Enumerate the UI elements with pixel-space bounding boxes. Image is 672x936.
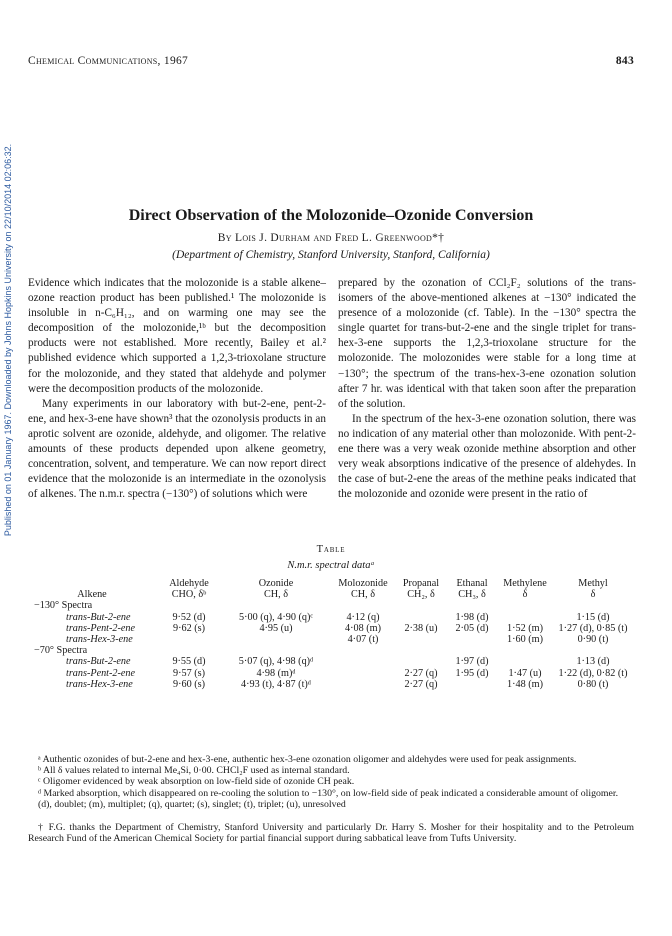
table-cell xyxy=(222,634,330,645)
alkene-cell: trans-But-2-ene xyxy=(66,611,131,623)
column-header: Ethanal xyxy=(456,578,488,589)
download-watermark-text: Published on 01 January 1967. Downloaded by Johns Hopkins University on 22/10/2014 02:06:32. xyxy=(3,143,13,537)
footnote: (d), doublet; (m), multiplet; (q), quartet; (s), singlet; (t), triplet; (u), unresolved xyxy=(38,798,346,810)
table-cell: 0·90 (t) xyxy=(577,634,609,646)
temperature-group-label: −130° Spectra xyxy=(34,600,93,612)
body-column-left xyxy=(28,276,326,502)
column-header xyxy=(28,578,156,589)
column-header: Methylene xyxy=(503,578,547,589)
table-cell: 4·95 (u) xyxy=(259,622,293,634)
temperature-group-label: −70° Spectra xyxy=(34,645,88,657)
table-group-row xyxy=(28,600,634,611)
body-paragraph: prepared by the ozonation of CCl₂F₂ solutions of the trans-isomers of the above-mentioned alkenes at −130° indicated the presence of a molozonide (cf. Table). In the −130° spectra the single quartet for trans-but-2-ene and the single triplet for trans-hex-3-ene supports the 1,2,3-trioxolane structure for the molozonide. The molozonides were stable for a long time at −130°; the spectrum of the trans-hex-3-ene ozonation solution after 7 hr. was identical with that taken soon after the preparation of the solution. xyxy=(338,277,636,410)
column-header: Molozonide xyxy=(338,578,388,589)
table-cell: 2·27 (q) xyxy=(404,667,438,679)
column-header: CH₂, δ xyxy=(407,589,435,601)
column-header: δ xyxy=(590,589,596,601)
alkene-cell: trans-But-2-ene xyxy=(66,656,131,668)
article-authors: By Lois J. Durham and Fred L. Greenwood*† xyxy=(217,232,445,244)
table-cell: 1·47 (u) xyxy=(508,667,542,679)
page-number: 843 xyxy=(615,55,634,67)
column-header: Methyl xyxy=(578,578,608,589)
table-cell: 4·08 (m) xyxy=(345,622,381,634)
table-cell: 9·55 (d) xyxy=(172,656,206,668)
column-header: CH₃, δ xyxy=(458,589,486,601)
table-cell xyxy=(156,634,222,645)
column-header: Ozonide xyxy=(258,578,294,589)
table-cell xyxy=(330,668,396,679)
table-footnotes xyxy=(28,754,634,810)
table-title: Table xyxy=(316,544,346,555)
table-cell: 1·15 (d) xyxy=(576,611,610,623)
alkene-cell: trans-Pent-2-ene xyxy=(66,667,136,679)
table-cell: 1·98 (d) xyxy=(455,611,489,623)
table-cell xyxy=(330,679,396,690)
table-row xyxy=(28,656,634,667)
running-header xyxy=(28,55,634,71)
table-cell: 4·98 (m)ᵈ xyxy=(256,667,296,679)
acknowledgement-footnote xyxy=(28,822,634,844)
column-header: δ xyxy=(522,589,528,601)
table-cell xyxy=(498,656,552,667)
alkene-cell: trans-Hex-3-ene xyxy=(66,678,133,690)
alkene-cell: trans-Pent-2-ene xyxy=(66,622,136,634)
column-header: CH, δ xyxy=(350,589,376,601)
table-cell: 2·38 (u) xyxy=(404,622,438,634)
table-cell: 5·07 (q), 4·98 (q)ᵈ xyxy=(238,656,314,668)
table-cell xyxy=(396,634,446,645)
body-paragraph: Evidence which indicates that the molozonide is a stable alkene–ozone reaction product has been published.¹ The molozonide is insoluble in n-C₆H₁₂, and on warming one may see the decomposition of the molozonide,¹ᵇ but the decomposition products were not established. More recently, Bailey et al.² published evidence which supported a 1,2,3-trioxolane structure for the molozonide, and they stated that aldehyde and polymer were the decomposition products of the molozonide. xyxy=(28,277,326,395)
journal-name: Chemical Communications, 1967 xyxy=(28,55,189,67)
table-row xyxy=(28,668,634,679)
table-cell xyxy=(446,634,498,645)
table-row xyxy=(28,634,634,645)
table-subtitle: N.m.r. spectral dataᵃ xyxy=(287,560,375,571)
table-cell: 9·60 (s) xyxy=(173,678,205,690)
table-cell: 2·05 (d) xyxy=(455,622,489,634)
table-cell: 1·27 (d), 0·85 (t) xyxy=(558,622,628,634)
table-cell: 4·07 (t) xyxy=(347,634,379,646)
article-affiliation: (Department of Chemistry, Stanford University, Stanford, California) xyxy=(172,249,490,261)
body-column-right xyxy=(338,276,636,502)
column-header: Aldehyde xyxy=(169,578,209,589)
table-cell: 5·00 (q), 4·90 (q)ᶜ xyxy=(239,611,313,623)
table-cell: 1·95 (d) xyxy=(455,667,489,679)
table-cell: 1·97 (d) xyxy=(455,656,489,668)
footnote: ᵃ Authentic ozonides of but-2-ene and hex-3-ene, authentic hex-3-ene ozonation oligomer and aldehydes were used for peak assignments. xyxy=(38,754,577,765)
table-row xyxy=(28,623,634,634)
nmr-data-table xyxy=(28,578,634,690)
acknowledgement-text: † F.G. thanks the Department of Chemistry, Stanford University and particularly Dr. Harry S. Mosher for their hospitality and to the Petroleum Research Fund of the American Chemical Society for partial financial support during sabbatical leave from Tufts University. xyxy=(28,822,634,845)
table-row xyxy=(28,612,634,623)
table-cell: 0·80 (t) xyxy=(577,678,609,690)
table-cell: 1·22 (d), 0·82 (t) xyxy=(558,667,628,679)
table-cell: 1·48 (m) xyxy=(507,678,543,690)
table-cell: 2·27 (q) xyxy=(404,678,438,690)
body-paragraph: Many experiments in our laboratory with but-2-ene, pent-2-ene, and hex-3-ene have shown³ that the ozonolysis products in an aprotic solvent are ozonide, aldehyde, and oligomer. The relative amounts of these products depended upon alkene geometry, concentration, solvent, and temperature. We can now report direct evidence that the molozonide is an intermediate in the ozonolysis of alkenes. The n.m.r. spectra (−130°) of solutions which were xyxy=(28,397,326,501)
column-header: Alkene xyxy=(77,589,107,601)
table-cell xyxy=(396,656,446,667)
table-row xyxy=(28,679,634,690)
footnote: ᵇ All δ values related to internal Me₄Si, 0·00. CHCl₂F used as internal standard. xyxy=(38,765,350,777)
table-cell: 9·62 (s) xyxy=(173,622,205,634)
footnote: ᶜ Oligomer evidenced by weak absorption on low-field side of ozonide CH peak. xyxy=(38,776,355,788)
table-cell: 1·60 (m) xyxy=(507,634,543,646)
table-cell: 1·13 (d) xyxy=(576,656,610,668)
table-cell: 9·52 (d) xyxy=(172,611,206,623)
column-header: CH, δ xyxy=(263,589,289,601)
alkene-cell: trans-Hex-3-ene xyxy=(66,634,133,646)
table-cell: 4·93 (t), 4·87 (t)ᵈ xyxy=(241,678,311,690)
table-cell xyxy=(330,656,396,667)
column-header: CHO, δᵇ xyxy=(171,589,207,601)
body-paragraph: In the spectrum of the hex-3-ene ozonation solution, there was no indication of any material other than molozonide. With pent-2-ene there was a very weak ozonide methine absorption and other very weak absorptions indicative of the presence of aldehydes. In the case of but-2-ene the areas of the methine peaks indicated that the molozonide and ozonide were present in the ratio of xyxy=(338,412,636,501)
column-header: Propanal xyxy=(402,578,440,589)
table-header-row xyxy=(28,578,634,589)
footnote: ᵈ Marked absorption, which disappeared on re-cooling the solution to −130°, on low-field side of peak indicated a considerable amount of oligomer. xyxy=(38,787,619,799)
table-cell: 9·57 (s) xyxy=(173,667,205,679)
table-cell xyxy=(498,612,552,623)
table-cell xyxy=(396,612,446,623)
table-cell: 4·12 (q) xyxy=(346,611,380,623)
download-watermark xyxy=(0,100,16,580)
table-cell xyxy=(446,679,498,690)
article-title: Direct Observation of the Molozonide–Ozonide Conversion xyxy=(128,207,534,224)
table-cell: 1·52 (m) xyxy=(507,622,543,634)
table-group-row xyxy=(28,645,634,656)
table-header-row xyxy=(28,589,634,600)
